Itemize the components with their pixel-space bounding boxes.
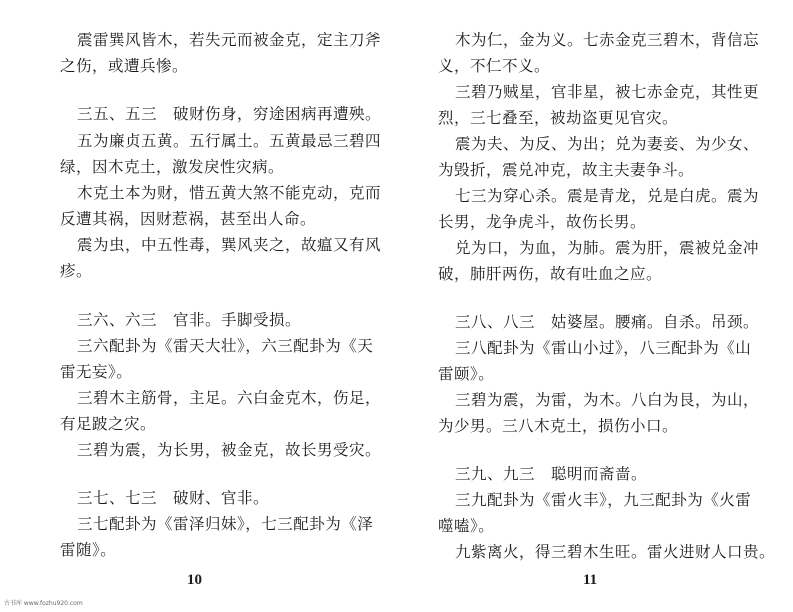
text-line: 三六配卦为《雷天大壮》，六三配卦为《天 bbox=[77, 337, 374, 355]
text-line: 三碧乃贼星，官非星，被七赤金克，其性更 bbox=[455, 83, 760, 101]
text-line: 破，肺肝两伤，故有吐血之应。 bbox=[438, 265, 663, 283]
text-line: 木为仁，金为义。七赤金克三碧木，背信忘 bbox=[455, 31, 760, 49]
text-line: 三八配卦为《雷山小过》，八三配卦为《山 bbox=[455, 339, 752, 357]
text-line: 九紫离火，得三碧木生旺。雷火进财人口贵。 bbox=[455, 543, 776, 561]
text-line: 三九配卦为《雷火丰》，九三配卦为《火雷 bbox=[455, 491, 752, 509]
section-heading: 三七、七三 破财、官非。 bbox=[77, 489, 270, 507]
text-line: 三碧为震，为雷，为木。八白为艮，为山， bbox=[455, 391, 760, 409]
text-line: 义，不仁不义。 bbox=[438, 57, 551, 75]
text-line: 三碧为震，为长男，被金克，故长男受灾。 bbox=[77, 441, 382, 459]
text-line: 之伤，或遭兵惨。 bbox=[60, 57, 189, 75]
text-line: 震为虫，中五性毒，巽风夹之，故瘟又有风 bbox=[77, 236, 382, 254]
text-line: 五为廉贞五黄。五行属土。五黄最忌三碧四 bbox=[77, 132, 382, 150]
right-page-number: 11 bbox=[583, 572, 598, 588]
text-line: 震为夫、为反、为出；兑为妻妾、为少女、 bbox=[455, 135, 760, 153]
section-heading: 三五、五三 破财伤身，穷途困病再遭殃。 bbox=[77, 105, 382, 123]
text-line: 噬嗑》。 bbox=[438, 517, 495, 535]
text-line: 雷随》。 bbox=[60, 541, 117, 559]
left-page-number: 10 bbox=[187, 572, 202, 588]
text-line: 疹。 bbox=[60, 262, 93, 280]
text-line: 震雷巽风皆木，若失元而被金克，定主刀斧 bbox=[77, 31, 382, 49]
section-heading: 三八、八三 姑婆屋。腰痛。自杀。吊颈。 bbox=[455, 313, 760, 331]
text-line: 三碧木主筋骨，主足。六白金克木，伤足， bbox=[77, 389, 382, 407]
text-line: 为毁折，震兑冲克，故主夫妻争斗。 bbox=[438, 161, 695, 179]
text-line: 为少男。三八木克土，损伤小口。 bbox=[438, 417, 679, 435]
text-line: 雷无妄》。 bbox=[60, 363, 133, 381]
text-line: 木克土本为财，惜五黄大煞不能克动，克而 bbox=[77, 184, 382, 202]
text-line: 七三为穿心杀。震是青龙，兑是白虎。震为 bbox=[455, 187, 760, 205]
text-line: 三七配卦为《雷泽归妹》，七三配卦为《泽 bbox=[77, 515, 374, 533]
section-heading: 三六、六三 官非。手脚受损。 bbox=[77, 311, 302, 329]
text-line: 绿，因木克土，激发戾性灾病。 bbox=[60, 158, 285, 176]
text-line: 有足跛之灾。 bbox=[60, 415, 157, 433]
text-line: 反遭其祸，因财惹祸，甚至出人命。 bbox=[60, 210, 317, 228]
text-line: 兑为口，为血，为肺。震为肝，震被兑金冲 bbox=[455, 239, 760, 257]
watermark-footer: 古书库 www.fozhu920.com bbox=[4, 600, 83, 607]
text-line: 长男，龙争虎斗，故伤长男。 bbox=[438, 213, 647, 231]
text-line: 烈，三七叠至，被劫盗更见官灾。 bbox=[438, 109, 679, 127]
section-heading: 三九、九三 聪明而斋啬。 bbox=[455, 465, 648, 483]
text-line: 雷颐》。 bbox=[438, 365, 495, 383]
